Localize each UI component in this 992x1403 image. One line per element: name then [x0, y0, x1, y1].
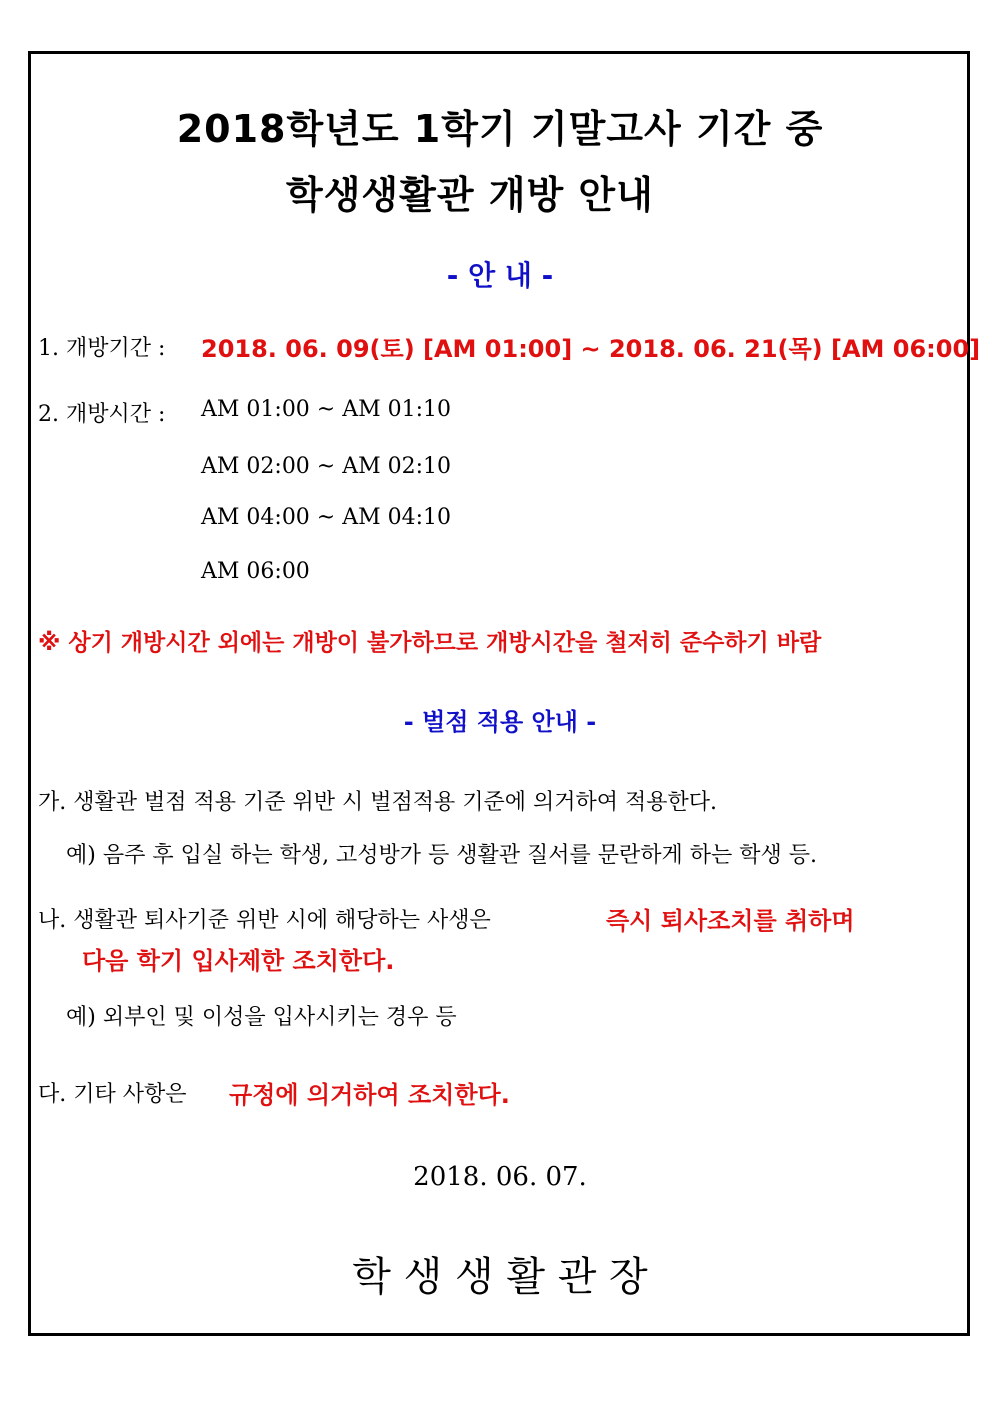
footer-date: 2018. 06. 07.: [413, 1162, 587, 1192]
title-line-1: 2018학년도 1학기 기말고사 기간 중: [176, 107, 824, 151]
hours-slot-3: AM 04:00 ~ AM 04:10: [201, 505, 452, 530]
footer-signature: 학 생 생 활 관 장: [352, 1254, 648, 1300]
penalty-item-ga: 가. 생활관 벌점 적용 기준 위반 시 벌점적용 기준에 의거하여 적용한다.: [38, 790, 717, 815]
hours-slot-1: AM 01:00 ~ AM 01:10: [201, 397, 452, 422]
penalty-item-na-highlight-2: 다음 학기 입사제한 조치한다.: [82, 947, 395, 975]
hours-label: 2. 개방시간 :: [38, 402, 166, 427]
warning-text: ※ 상기 개방시간 외에는 개방이 불가하므로 개방시간을 철저히 준수하기 바람: [38, 630, 822, 656]
hours-slot-2: AM 02:00 ~ AM 02:10: [201, 454, 452, 479]
period-value: 2018. 06. 09(토) [AM 01:00] ~ 2018. 06. 21(목) [AM 06:00]: [201, 335, 981, 363]
penalty-item-na-example: 예) 외부인 및 이성을 입사시키는 경우 등: [66, 1005, 457, 1030]
penalty-item-na-highlight-1: 즉시 퇴사조치를 취하며: [606, 907, 855, 935]
penalty-heading: - 벌점 적용 안내 -: [403, 708, 597, 736]
document-border: [28, 51, 970, 1336]
notice-heading: - 안 내 -: [446, 259, 554, 292]
title-line-2: 학생생활관 개방 안내: [286, 173, 654, 217]
penalty-item-na: 나. 생활관 퇴사기준 위반 시에 해당하는 사생은: [38, 908, 491, 933]
penalty-item-da: 다. 기타 사항은: [38, 1082, 187, 1107]
hours-slot-4: AM 06:00: [201, 559, 310, 584]
period-label: 1. 개방기간 :: [38, 336, 166, 361]
penalty-item-da-highlight: 규정에 의거하여 조치한다.: [229, 1081, 510, 1109]
penalty-item-ga-example: 예) 음주 후 입실 하는 학생, 고성방가 등 생활관 질서를 문란하게 하는 학생 등.: [66, 843, 818, 868]
